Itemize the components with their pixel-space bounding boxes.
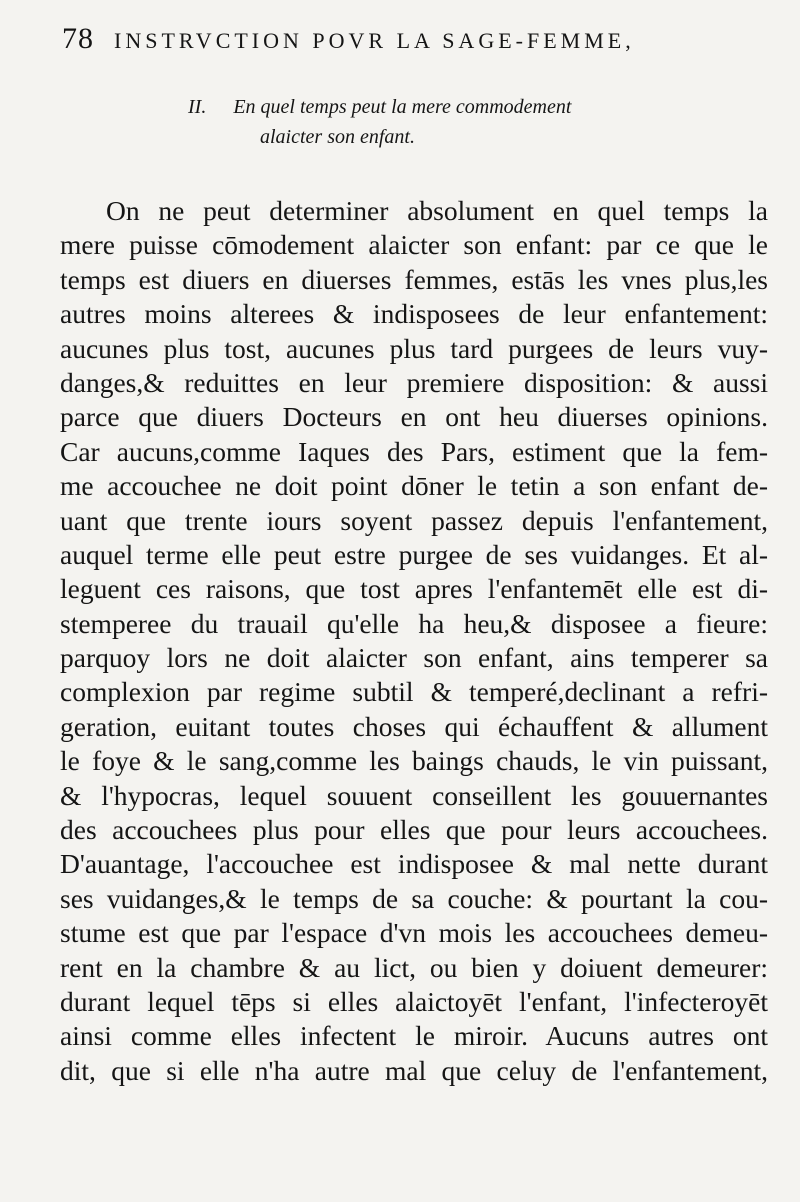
body-text — [60, 194, 768, 1088]
text-line: le foye & le sang,comme les baings chauds, le vin puissant, — [60, 745, 768, 777]
chapter-heading — [188, 92, 728, 152]
text-line: ainsi comme elles infectent le miroir. Aucuns autres ont — [60, 1020, 768, 1052]
text-line: parce que diuers Docteurs en ont heu diuerses opinions. — [60, 401, 768, 433]
text-line: stemperee du trauail qu'elle ha heu,& disposee a fieure: — [60, 607, 768, 639]
text-line: geration, euitant toutes choses qui échauffent & allument — [60, 710, 768, 742]
text-line: complexion par regime subtil & temperé,declinant a refri- — [60, 676, 768, 708]
running-head: INSTRVCTION POVR LA SAGE-FEMME, — [114, 28, 635, 53]
text-line: autres moins alterees & indisposees de leur enfantement: — [60, 298, 768, 330]
text-line: aucunes plus tost, aucunes plus tard purgees de leurs vuy- — [60, 332, 768, 364]
text-line: & l'hypocras, lequel souuent conseillent les gouuernantes — [60, 779, 768, 811]
text-line: ses vuidanges,& le temps de sa couche: & pourtant la cou- — [60, 882, 768, 914]
text-line: On ne peut determiner absolument en quel temps la — [106, 195, 768, 226]
text-line: uant que trente iours soyent passez depuis l'enfantement, — [60, 504, 768, 536]
text-line: mere puisse cōmodement alaicter son enfant: par ce que le — [60, 229, 768, 261]
chapter-number: II. — [188, 96, 207, 118]
text-line: des accouchees plus pour elles que pour leurs accouchees. — [60, 814, 768, 846]
text-line: auquel terme elle peut estre purgee de ses vuidanges. Et al- — [60, 538, 768, 570]
text-line: leguent ces raisons, que tost apres l'enfantemēt elle est di- — [60, 573, 768, 605]
text-line: D'auantage, l'accouchee est indisposee & mal nette durant — [60, 848, 768, 880]
page-number: 78 — [62, 22, 94, 55]
text-line: temps est diuers en diuerses femmes, estās les vnes plus,les — [60, 263, 768, 295]
text-line: me accouchee ne doit point dōner le tetin a son enfant de- — [60, 470, 768, 502]
text-line: durant lequel tēps si elles alaictoyēt l'enfant, l'infecteroyēt — [60, 985, 768, 1017]
chapter-title-line-1: En quel temps peut la mere commodement — [233, 96, 572, 118]
text-line: stume est que par l'espace d'vn mois les accouchees demeu- — [60, 917, 768, 949]
text-line: parquoy lors ne doit alaicter son enfant, ains temperer sa — [60, 642, 768, 674]
chapter-title-line-2: alaicter son enfant. — [260, 126, 415, 148]
text-line: dit, que si elle n'ha autre mal que celuy de l'enfantement, — [60, 1054, 768, 1086]
text-line: rent en la chambre & au lict, ou bien y doiuent demeurer: — [60, 951, 768, 983]
page-header — [62, 22, 752, 62]
text-line: danges,& reduittes en leur premiere disposition: & aussi — [60, 366, 768, 398]
text-line: Car aucuns,comme Iaques des Pars, estiment que la fem- — [60, 435, 768, 467]
